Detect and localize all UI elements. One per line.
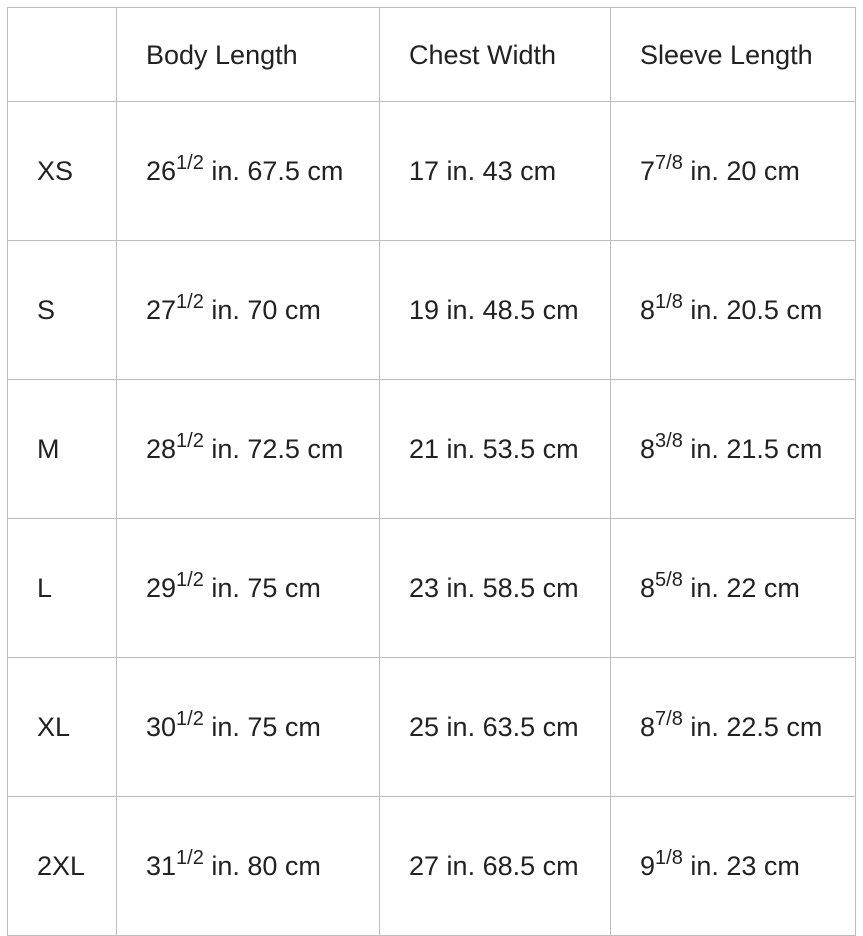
- measurement-values: in. 68.5 cm: [439, 851, 579, 881]
- measurement-whole: 8: [640, 712, 656, 742]
- sleeve-measurement-cell: [611, 658, 856, 797]
- measurement-whole: 17: [409, 156, 440, 186]
- size-chart-table: [7, 7, 856, 936]
- measurement-fraction: 7/8: [655, 152, 683, 174]
- table-row: [8, 102, 856, 241]
- size-label-cell: M: [8, 380, 117, 519]
- sleeve-measurement-cell: [611, 797, 856, 936]
- chest-measurement-cell: [380, 519, 611, 658]
- chest-measurement-cell: [380, 241, 611, 380]
- measurement-fraction: 1/2: [176, 430, 204, 452]
- measurement-fraction: 1/2: [176, 847, 204, 869]
- measurement-whole: 28: [146, 434, 177, 464]
- table-row: [8, 658, 856, 797]
- measurement-whole: 31: [146, 851, 177, 881]
- sleeve-measurement-cell: [611, 519, 856, 658]
- size-label-cell: 2XL: [8, 797, 117, 936]
- measurement-values: in. 72.5 cm: [203, 434, 344, 464]
- measurement-whole: 27: [146, 295, 177, 325]
- measurement-values: in. 22.5 cm: [682, 712, 823, 742]
- measurement-values: in. 20.5 cm: [682, 295, 823, 325]
- measurement-fraction: 5/8: [655, 569, 683, 591]
- chest-measurement-cell: [380, 797, 611, 936]
- measurement-fraction: 1/2: [176, 569, 204, 591]
- table-row: [8, 241, 856, 380]
- header-sleeve-length: Sleeve Length: [611, 8, 856, 102]
- sleeve-measurement-cell: [611, 380, 856, 519]
- sleeve-measurement-cell: [611, 102, 856, 241]
- measurement-values: in. 58.5 cm: [439, 573, 579, 603]
- measurement-whole: 26: [146, 156, 177, 186]
- measurement-whole: 29: [146, 573, 177, 603]
- table-row: [8, 519, 856, 658]
- measurement-values: in. 67.5 cm: [203, 156, 344, 186]
- table-row: [8, 380, 856, 519]
- measurement-whole: 25: [409, 712, 440, 742]
- measurement-values: in. 43 cm: [439, 156, 557, 186]
- measurement-values: in. 80 cm: [203, 851, 321, 881]
- measurement-fraction: 1/2: [176, 708, 204, 730]
- measurement-whole: 8: [640, 434, 656, 464]
- measurement-whole: 30: [146, 712, 177, 742]
- measurement-fraction: 7/8: [655, 708, 683, 730]
- size-label-cell: XL: [8, 658, 117, 797]
- measurement-values: in. 53.5 cm: [439, 434, 579, 464]
- size-label-cell: L: [8, 519, 117, 658]
- header-body-length: Body Length: [117, 8, 380, 102]
- measurement-values: in. 75 cm: [203, 573, 321, 603]
- measurement-values: in. 21.5 cm: [682, 434, 823, 464]
- header-corner-cell: [8, 8, 117, 102]
- measurement-values: in. 70 cm: [203, 295, 321, 325]
- chest-measurement-cell: [380, 658, 611, 797]
- measurement-fraction: 1/8: [655, 847, 683, 869]
- table-header: [8, 8, 856, 102]
- measurement-values: in. 20 cm: [682, 156, 800, 186]
- sleeve-measurement-cell: [611, 241, 856, 380]
- measurement-values: in. 23 cm: [682, 851, 800, 881]
- measurement-whole: 7: [640, 156, 656, 186]
- body-measurement-cell: [117, 797, 380, 936]
- chest-measurement-cell: [380, 380, 611, 519]
- measurement-values: in. 63.5 cm: [439, 712, 579, 742]
- measurement-whole: 19: [409, 295, 440, 325]
- measurement-whole: 8: [640, 573, 656, 603]
- size-label-cell: XS: [8, 102, 117, 241]
- body-measurement-cell: [117, 102, 380, 241]
- body-measurement-cell: [117, 519, 380, 658]
- measurement-fraction: 1/2: [176, 152, 204, 174]
- body-measurement-cell: [117, 380, 380, 519]
- table-row: [8, 797, 856, 936]
- header-chest-width: Chest Width: [380, 8, 611, 102]
- measurement-whole: 9: [640, 851, 656, 881]
- header-row: [8, 8, 856, 102]
- chest-measurement-cell: [380, 102, 611, 241]
- measurement-whole: 21: [409, 434, 440, 464]
- body-measurement-cell: [117, 241, 380, 380]
- measurement-fraction: 1/8: [655, 291, 683, 313]
- table-body: [8, 102, 856, 936]
- measurement-values: in. 48.5 cm: [439, 295, 579, 325]
- measurement-fraction: 1/2: [176, 291, 204, 313]
- measurement-whole: 27: [409, 851, 440, 881]
- measurement-fraction: 3/8: [655, 430, 683, 452]
- size-label-cell: S: [8, 241, 117, 380]
- measurement-values: in. 75 cm: [203, 712, 321, 742]
- body-measurement-cell: [117, 658, 380, 797]
- measurement-whole: 8: [640, 295, 656, 325]
- measurement-whole: 23: [409, 573, 440, 603]
- measurement-values: in. 22 cm: [682, 573, 800, 603]
